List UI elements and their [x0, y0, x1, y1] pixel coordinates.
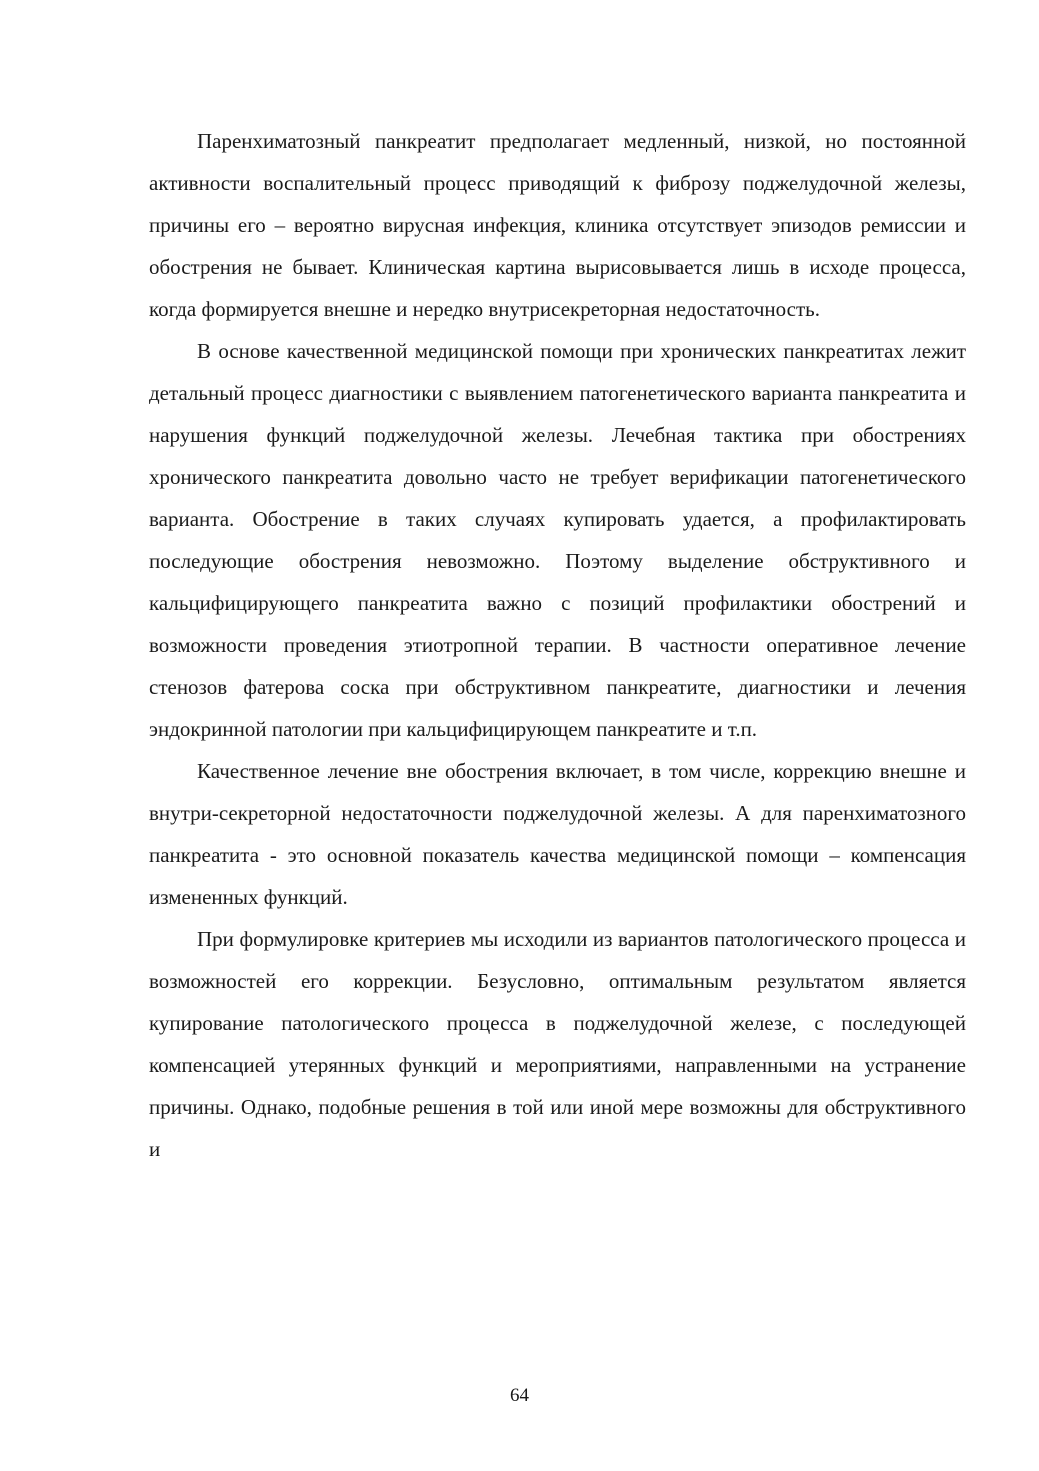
- page-number: 64: [510, 1385, 529, 1406]
- paragraph-criteria-formulation: При формулировке критериев мы исходили из вариантов патологического процесса и возможностей его коррекции. Безусловно, оптимальным результатом является купирование патологического процесса в поджелудочной железе, с последующей компенсацией утерянных функций и мероприятиями, направленными на устранение причины. Однако, подобные решения в той или иной мере возможны для обструктивного и: [149, 927, 966, 1161]
- paragraph-parenchymal-pancreatitis: Паренхиматозный панкреатит предполагает медленный, низкой, но постоянной активности воспалительный процесс приводящий к фиброзу поджелудочной железы, причины его – вероятно вирусная инфекция, клиника отсутствует эпизодов ремиссии и обострения не бывает. Клиническая картина вырисовывается лишь в исходе процесса, когда формируется внешне и нередко внутрисекреторная недостаточность.: [149, 129, 966, 321]
- paragraph-quality-care-basis: В основе качественной медицинской помощи при хронических панкреатитах лежит детальный процесс диагностики с выявлением патогенетического варианта панкреатита и нарушения функций поджелудочной железы. Лечебная тактика при обострениях хронического панкреатита довольно часто не требует верификации патогенетического варианта. Обострение в таких случаях купировать удается, а профилактировать последующие обострения невозможно. Поэтому выделение обструктивного и кальцифицирующего панкреатита важно с позиций профилактики обострений и возможности проведения этиотропной терапии. В частности оперативное лечение стенозов фатерова соска при обструктивном панкреатите, диагностики и лечения эндокринной патологии при кальцифицирующем панкреатите и т.п.: [149, 339, 966, 741]
- paragraph-treatment-outside-exacerbation: Качественное лечение вне обострения включает, в том числе, коррекцию внешне и внутри-секреторной недостаточности поджелудочной железы. А для паренхиматозного панкреатита - это основной показатель качества медицинской помощи – компенсация измененных функций.: [149, 759, 966, 909]
- body-text: [149, 120, 966, 1170]
